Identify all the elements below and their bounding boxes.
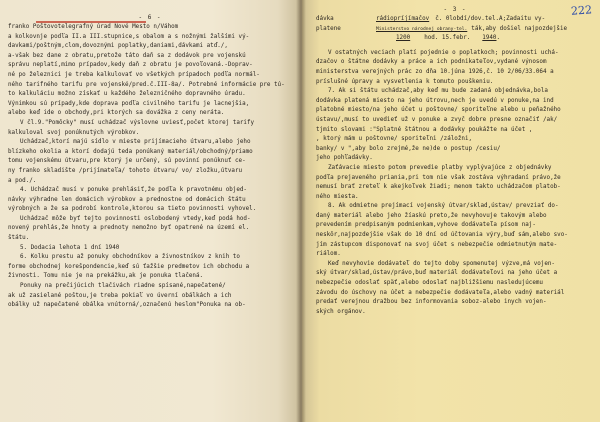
form-value: rádiopríjímačov [376, 16, 430, 22]
text-line: Výnimkou sú prípady,kde doprava podľa civilného tarifu je lacnejšia, [8, 100, 250, 107]
form-suffix: ták,aby došiel najpozdejšie [471, 25, 568, 32]
text-line: , ktorý mám u poštovne/ sporiteľni /záložni, [316, 136, 473, 143]
text-line: ústavu/,musí to uvedieť už v ponuke a zvyč dobre presne označiť /ak/ [316, 116, 558, 123]
text-line: neskôr,najpozdejšie však do 10 dní od účtovania výry,buď sám,alebo svo- [316, 232, 568, 239]
text-line: novený prehlás,že hnoty a prednoty nemožno byť opatrené na území el. [8, 225, 250, 232]
form-header [316, 15, 594, 44]
form-end: . [496, 35, 501, 42]
text-line: to kalkuláciu možno získať u každého železničného dopravného úradu. [8, 91, 246, 98]
text-line: ských orgánov. [316, 308, 366, 315]
text-line: návky výhradne len domácich výrobkov a prednostne od domácich štátu [8, 196, 246, 203]
text-line: príslušné úpravy a vysvetlenia k tomuto pouškeniu. [316, 78, 494, 85]
text-line: a kolkovnje podľa II.a III.stupnice,s obalom a s nožnými žalšími vý- [8, 33, 250, 40]
text-line: dzačov o štátne dodávky a práce a ich podnikateľov,vydané výnosom [316, 59, 547, 66]
form-row [316, 25, 594, 35]
text-line: dodávka platená miesto na jeho útrovu,nech je uvedú v ponuke,na ind [316, 97, 554, 104]
left-page-body [8, 23, 292, 311]
text-line: Uchádzač môže byť tejto povinnosti oslobodený vtedy,keď podá hod- [20, 215, 251, 222]
text-line: nebezpečie odoslať späť,alebo odoslať najbližšiemu nasledujúcemu [316, 280, 543, 287]
text-line: jím zástupcom disponovať na svoj účet s nebezpečie odmietnutým mate- [316, 241, 558, 248]
text-line: obálky už napečatené obálka vnútorná/,označenú heslom"Ponuka na ob- [8, 302, 246, 309]
form-row [316, 15, 594, 25]
text-line: V čl.9."Pomôcky" musí uchádzač výslovne uviesť,počet ktorej tarify [20, 119, 255, 126]
text-line: daný materiál alebo jeho žíaskú preto,že nevyhovuje takovým alebo [316, 212, 547, 219]
text-line: Uchádzač,ktorí majú sídlo v mieste prijímacieho útvaru,alebo jeho [20, 139, 251, 146]
text-line: ného tarifného tarifu pre vojenské/pred.č.III-8a/. Potrebné informácie pre tú- [8, 81, 285, 88]
form-value: Ministerstvo národnej obrany-tel. [376, 26, 468, 32]
text-line: forme obchodnej korešpondencie,keď sú ťažšie predmetov ich obchodu a [8, 263, 250, 270]
text-line: Keď nevyhovie dodávateľ do tejto doby spomenutej výzve,má vojen- [328, 260, 555, 267]
text-line: riálom. [316, 251, 341, 258]
text-line: ny franko skladište /prijímateľa/ tohoto útvaru/ vo/ zložku,útvaru [8, 167, 243, 174]
text-line: nemusí brať zreteľ k akejkoľvek žiadi; menom takto uchádzačom platob- [316, 184, 561, 191]
text-line: franko Poštovotelegrafný úrad Nové Mesto n/Váhom [8, 24, 179, 30]
text-line: podľa prejaveného priania,pri tom nie však zostáva výhradaní právo,že [316, 174, 561, 181]
form-value: 1200 [396, 35, 411, 42]
text-line: ak už zasielané poštou,je treba pokiaľ vo úverní obálkách a ich [8, 292, 232, 299]
text-line: né po železnici je treba kalkulovať vo všetkých prípadoch podľa normál- [8, 71, 260, 78]
text-line: závodu do úschovy na účet a nebezpečie dodávateľa,alebo vadný materiál [316, 289, 565, 296]
right-page [302, 0, 600, 422]
text-line: prevedením predpisaným podmienkam,vyhove dodávateľa písom naj- [316, 222, 536, 229]
text-line: blízkeho okolia a ktorí dodajú teda ponúkaný materiál/obchodný/priamo [8, 148, 253, 155]
text-line: živnosti. Tomu nie je na prekážku,ak je ponuka tlačená. [8, 273, 204, 280]
text-line: 7. Ak si štátu uchádzač,aby keď mu bude zadaná objednávka,bola [328, 88, 548, 95]
text-line: jeho pohľadávky. [316, 155, 373, 162]
form-mid: hod. 15.febr. [424, 35, 471, 42]
form-label: platene [316, 25, 341, 32]
text-line: V ostatných veciach platí pojednie o poplatkoch; povinnosti uchá- [328, 49, 559, 56]
page-number: - 3 - [443, 6, 467, 13]
form-suffix: č. 0lobdí/dov.tel.A;Zadaitu vy- [435, 16, 546, 22]
text-line: tjmito slovami :"Splatné štátnou a dodávky poukážte na účet , [316, 126, 533, 133]
form-row [316, 34, 594, 44]
text-line: kalkuloval svoj ponúknutých výrobkov. [8, 129, 140, 136]
text-line: a pod./. [8, 177, 37, 184]
folio-number: 222 [570, 3, 593, 18]
text-line: alebo keď ide o obchody,pri ktorých sa dovážka z ceny neráta. [8, 110, 225, 117]
text-line: správu neplatí,mimo prípadov,kedy daň z obratu je povoľovaná.-Doprav- [8, 62, 253, 69]
text-line: štátu. [8, 235, 30, 242]
text-line: tomu vojenskému útvaru,pre ktorý je určený, sú povinní ponúknuť ce- [8, 158, 246, 165]
text-line: predať verejnou dražbou bez informovania soboz-alebo inych vojen- [316, 299, 547, 306]
form-year: 1940 [482, 35, 497, 42]
text-line: platobné miesto/na jeho účet u poštovne/ sporiteľne alebo u peňažného [316, 107, 561, 114]
text-line: a-však bez dane z obratu,pretože táto daň sa z dodávok pre vojenskú [8, 52, 246, 59]
text-line: 4. Uchádzač musí v ponuke prehlásiť,že podľa k pravotnému objed- [20, 187, 247, 194]
text-line: ský útvar/sklad,ústav/právo,buď materiál dodávateľovi na jeho účet a [316, 270, 558, 277]
text-line: ministerstva verejných prác zo dňa 10.júna 1926,č. 10 2/06/33.064 a [316, 68, 554, 75]
red-underline-mark [36, 21, 146, 23]
text-line: výrobných a že sa podrobí kontrole,ktorou sa tieto povinnosti vyhovel. [8, 206, 257, 213]
text-line: banky/ v ",aby bolo zrejmé,že ne)de o postup /cesiu/ [316, 145, 501, 152]
text-line: Ponuky na prečijúcich tlačivách riadne spísané,napečatené/ [20, 283, 226, 290]
form-label: dávka [316, 16, 334, 22]
right-page-body [316, 49, 594, 318]
text-line: ného miesta. [316, 193, 359, 200]
text-line: 5. Dodacia lehota 1 dní 1940 [20, 244, 120, 251]
page-number: - 6 - [138, 14, 162, 21]
text-line: davkami/poštným,clom,dovoznými poplatky,daniami,dávkami atď./, [8, 43, 228, 50]
text-line: 6. Kolku prestu až ponuky obchodníkov a živnostníkov z knih to [20, 254, 240, 261]
text-line: 8. Ak odmietne prejímací vojenský útvar/sklad,ústav/ prevziať do- [328, 203, 559, 210]
text-line: Zaťávacie miesto potom prevedie platby vyplývajúce z objednávky [328, 164, 552, 171]
